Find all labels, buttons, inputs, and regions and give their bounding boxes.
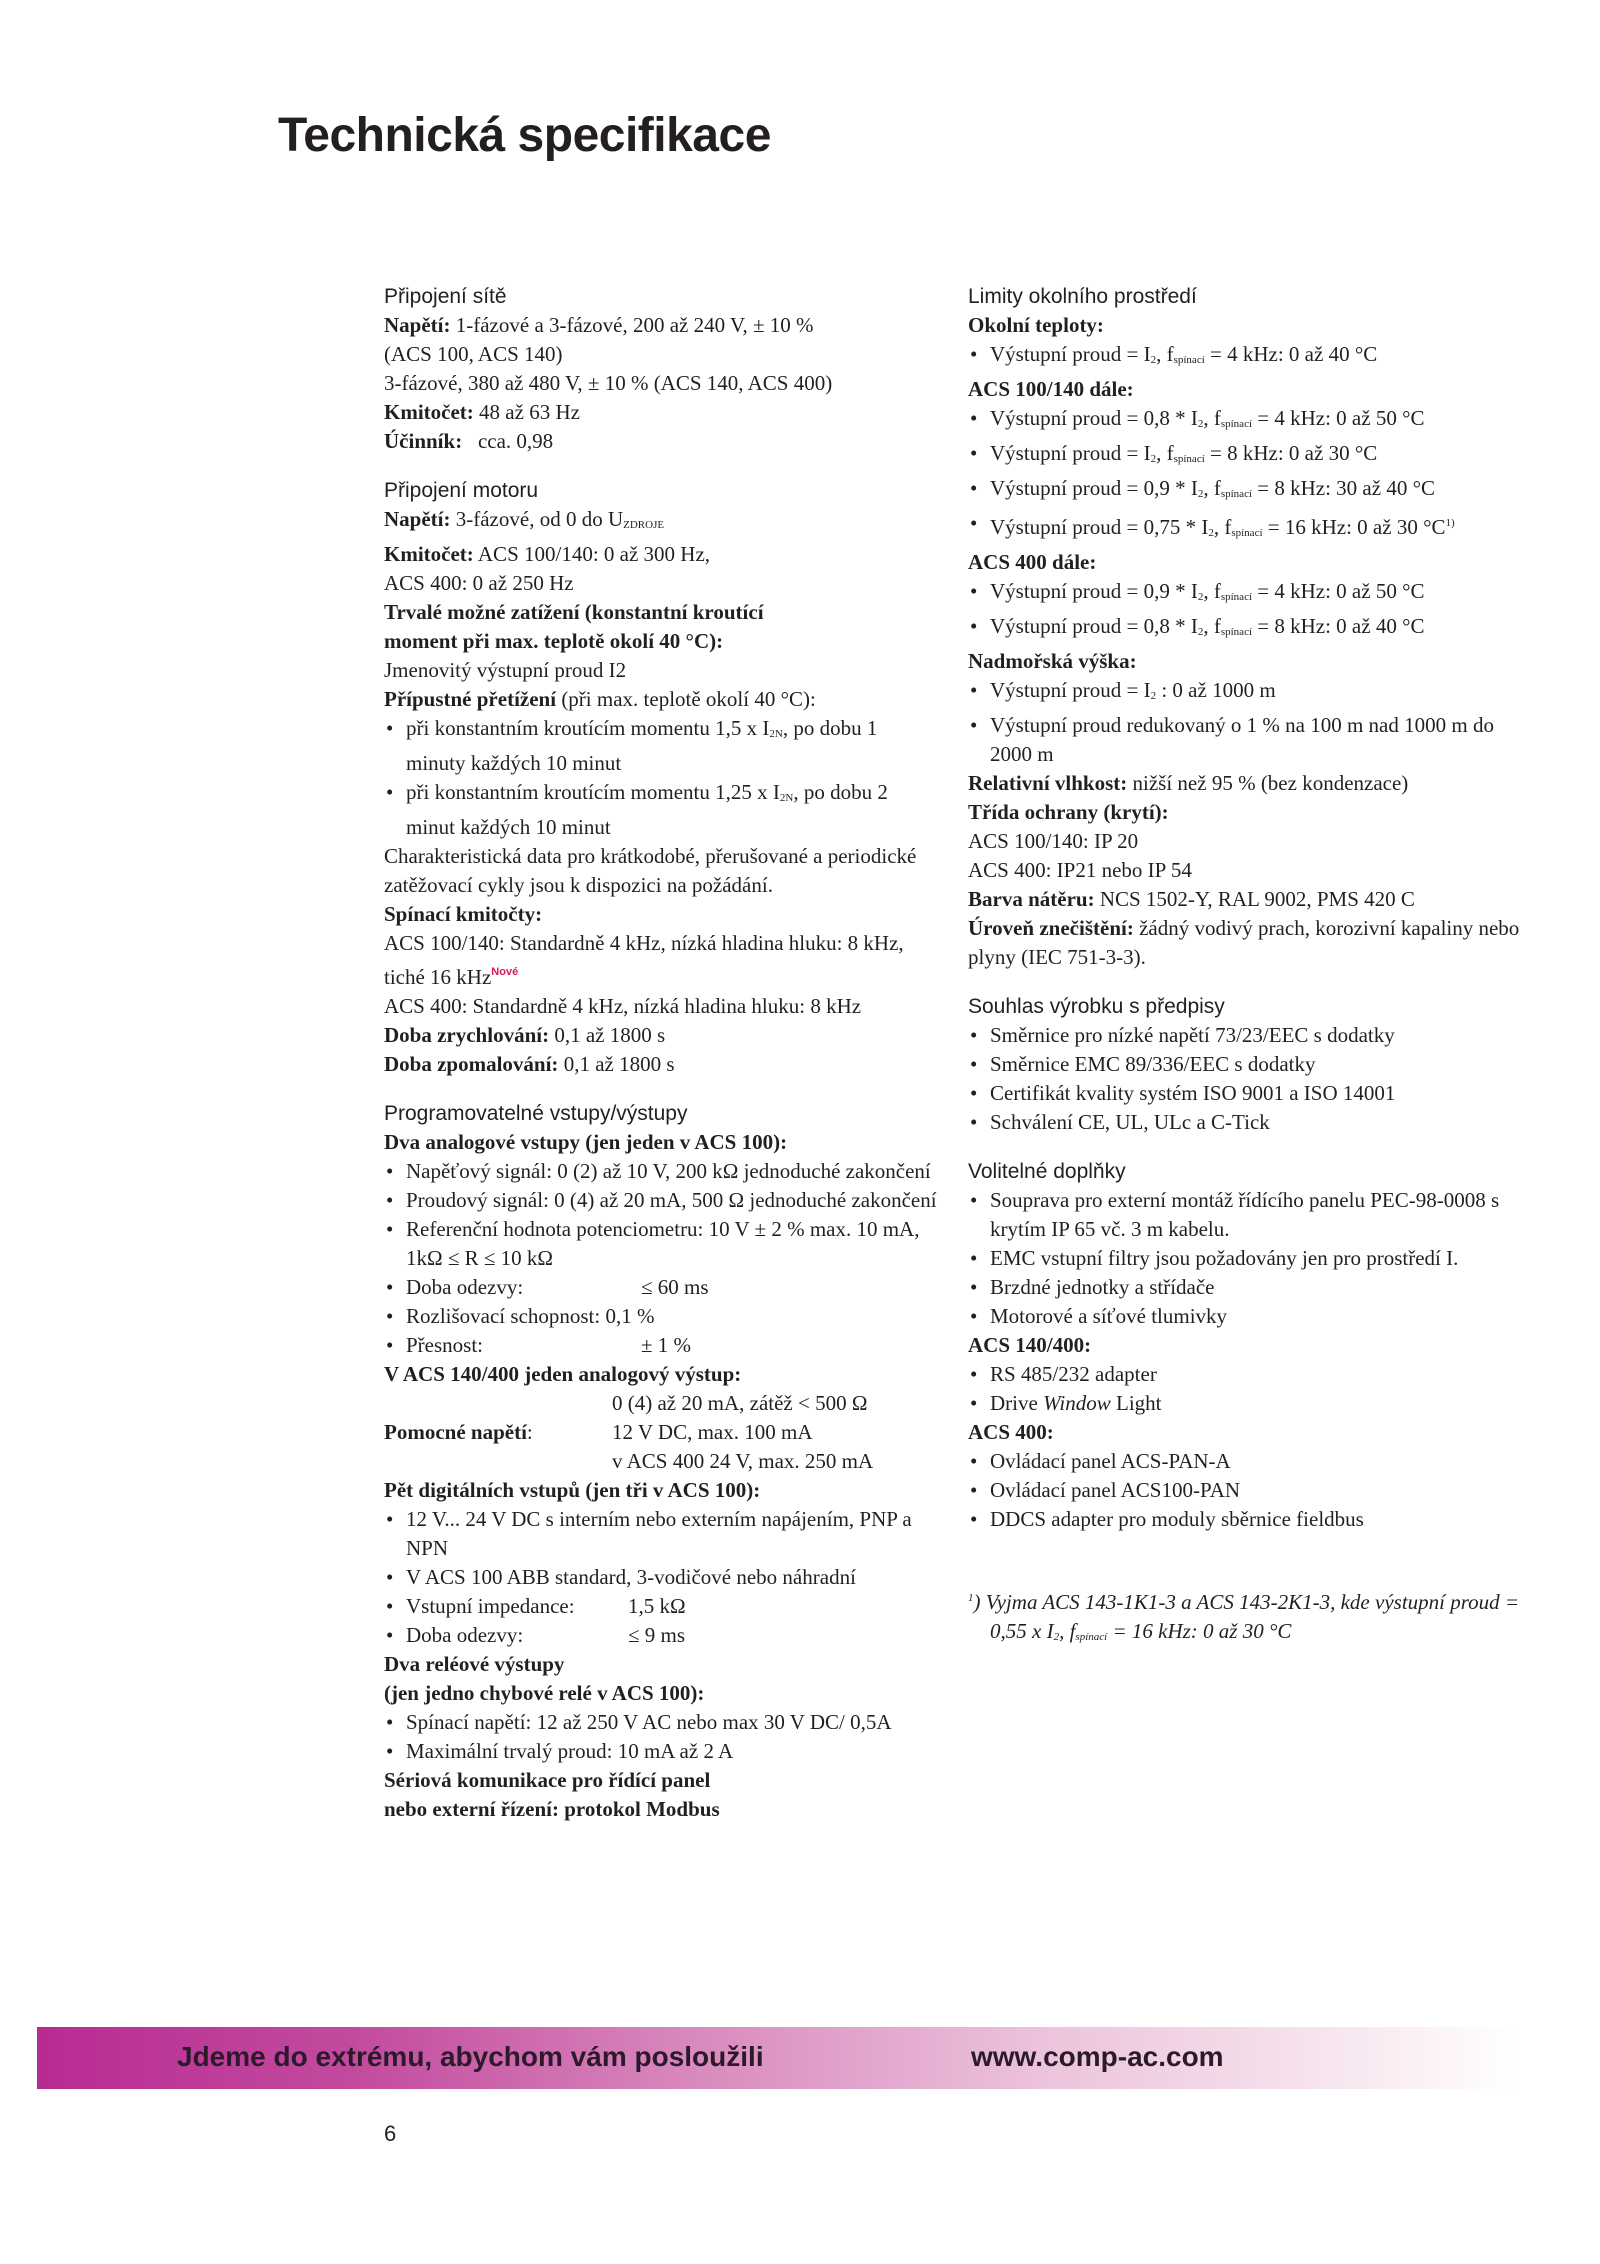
- env-acs100-list: [968, 404, 1528, 548]
- banner-url[interactable]: www.comp-ac.com: [971, 2041, 1224, 2072]
- io-pomocne-line2: v ACS 400 24 V, max. 250 mA: [612, 1449, 874, 1473]
- io-analog-label: Dva analogové vstupy (jen jeden v ACS 100):: [384, 1130, 788, 1154]
- env-vlhkost: Relativní vlhkost: nižší než 95 % (bez kondenzace): [968, 771, 1409, 795]
- site-napeti-line2: (ACS 100, ACS 140): [384, 342, 563, 366]
- io-digital-label: Pět digitálních vstupů (jen tři v ACS 100):: [384, 1478, 761, 1502]
- section-heading-env: Limity okolního prostředí: [968, 285, 1197, 308]
- list-item: • Výstupní proud = $0,75 * I_2$, $f_{spínací} = 16$ kHz: 0 až 30 $^\circ C^{1)}$: [968, 509, 1528, 548]
- list-item: • Maximální trvalý proud: 10 mA až 2 A: [384, 1737, 939, 1766]
- section-heading-io: Programovatelné vstupy/výstupy: [384, 1102, 688, 1125]
- footer-banner: [37, 2027, 1517, 2089]
- env-acs100-label: ACS 100/140 dále:: [968, 377, 1134, 401]
- new-badge: Nové: [491, 966, 519, 978]
- env-acs400-label: ACS 400 dále:: [968, 550, 1097, 574]
- motor-spinaci-line1: ACS 100/140: Standardně 4 kHz, nízká hladina hluku: 8 kHz, tiché 16 kHz$^{Nové}$: [384, 931, 904, 989]
- list-item: • Ovládací panel ACS-PAN-A: [968, 1447, 1528, 1476]
- section-heading-motor: Připojení motoru: [384, 479, 539, 502]
- list-item: • Výstupní proud = $0,8 * I_2$, $f_{spínací} = 8$ kHz: 0 až 40 °C: [968, 612, 1528, 647]
- list-item: • Výstupní proud = $I_2$, $f_{spínací} = 8$ kHz: 0 až 30 °C: [968, 439, 1528, 474]
- list-item: • Přesnost: ± 1 %: [384, 1331, 939, 1360]
- section-heading-souhlas: Souhlas výrobku s předpisy: [968, 995, 1225, 1018]
- list-item: • RS 485/232 adapter: [968, 1360, 1528, 1389]
- list-item: • Výstupní proud = $I_2$ : 0 až 1000 m: [968, 676, 1528, 711]
- left-column: [384, 282, 939, 1824]
- list-item: • při konstantním kroutícím momentu 1,25 x $I_{2N}$, po dobu 2 minut každých 10 minut: [384, 778, 939, 842]
- motor-kmitocet: Kmitočet: ACS 100/140: 0 až 300 Hz,: [384, 542, 711, 566]
- page-title: Technická specifikace: [278, 109, 771, 162]
- list-item: • Výstupní proud = $0,8 * I_2$, $f_{spínací} = 4$ kHz: 0 až 50 °C: [968, 404, 1528, 439]
- list-item: • V ACS 100 ABB standard, 3-vodičové nebo náhradní: [384, 1563, 939, 1592]
- banner-slogan: Jdeme do extrému, abychom vám posloužili: [177, 2041, 764, 2072]
- motor-trvale-value: Jmenovitý výstupní proud I2: [384, 658, 627, 682]
- motor-pretizeni: Přípustné přetížení (při max. teplotě okolí 40 °C):: [384, 687, 816, 711]
- motor-pretizeni-list: [384, 714, 939, 842]
- list-item: • Brzdné jednotky a střídače: [968, 1273, 1528, 1302]
- env-acs400-list: [968, 577, 1528, 647]
- footnote: $^1$) Vyjma ACS 143-1K1-3 a ACS 143-2K1-3, kde výstupní proud = 0,55 x $I_2$, $f_{spínací} = 16$ kHz: 0 až 30 °C: [968, 1590, 1520, 1643]
- env-okolni-list: [968, 340, 1528, 375]
- io-rele-label-1: Dva reléové výstupy: [384, 1652, 565, 1676]
- doplnky-acs140-list: [968, 1360, 1528, 1418]
- list-item: • Výstupní proud = $0,9 * I_2$, $f_{spínací} = 4$ kHz: 0 až 50 °C: [968, 577, 1528, 612]
- page-number: 6: [384, 2121, 397, 2146]
- env-trida-line2: ACS 400: IP21 nebo IP 54: [968, 858, 1192, 882]
- list-item: • Motorové a síťové tlumivky: [968, 1302, 1528, 1331]
- site-napeti-line3: 3-fázové, 380 až 480 V, ± 10 % (ACS 140, ACS 400): [384, 371, 833, 395]
- env-trida-line1: ACS 100/140: IP 20: [968, 829, 1139, 853]
- io-serial-line2: nebo externí řízení: protokol Modbus: [384, 1797, 720, 1821]
- list-item: • EMC vstupní filtry jsou požadovány jen pro prostředí I.: [968, 1244, 1528, 1273]
- io-rele-list: [384, 1708, 939, 1766]
- env-trida-label: Třída ochrany (krytí):: [968, 800, 1169, 824]
- list-item: • Souprava pro externí montáž řídícího panelu PEC-98-0008 s krytím IP 65 vč. 3 m kabelu.: [968, 1186, 1528, 1244]
- list-item: • Drive Window Light: [968, 1389, 1528, 1418]
- list-item: • Certifikát kvality systém ISO 9001 a ISO 14001: [968, 1079, 1528, 1108]
- list-item: • Spínací napětí: 12 až 250 V AC nebo max 30 V DC/ 0,5A: [384, 1708, 939, 1737]
- io-pomocne: Pomocné napětí: 12 V DC, max. 100 mA: [384, 1420, 813, 1444]
- io-aout-label: V ACS 140/400 jeden analogový výstup:: [384, 1362, 742, 1386]
- motor-spinaci-line2: ACS 400: Standardně 4 kHz, nízká hladina hluku: 8 kHz: [384, 994, 862, 1018]
- list-item: • Výstupní proud redukovaný o 1 % na 100 m nad 1000 m do 2000 m: [968, 711, 1528, 769]
- list-item: • Výstupní proud = $0,9 * I_2$, $f_{spínací} = 8$ kHz: 30 až 40 °C: [968, 474, 1528, 509]
- io-digital-list: [384, 1505, 939, 1650]
- io-rele-label-2: (jen jedno chybové relé v ACS 100):: [384, 1681, 705, 1705]
- list-item: • Výstupní proud = $I_2$, $f_{spínací} = 4$ kHz: 0 až 40 °C: [968, 340, 1528, 375]
- io-analog-list: [384, 1157, 939, 1360]
- env-uroven: Úroveň znečištění: žádný vodivý prach, korozivní kapaliny nebo plyny (IEC 751-3-3).: [968, 916, 1520, 969]
- env-barva: Barva nátěru: NCS 1502-Y, RAL 9002, PMS 420 C: [968, 887, 1415, 911]
- env-nadmorska-list: [968, 676, 1528, 769]
- list-item: • Proudový signál: 0 (4) až 20 mA, 500 Ω jednoduché zakončení: [384, 1186, 939, 1215]
- list-item: • DDCS adapter pro moduly sběrnice fieldbus: [968, 1505, 1528, 1534]
- souhlas-list: [968, 1021, 1528, 1137]
- site-kmitocet: Kmitočet: 48 až 63 Hz: [384, 400, 580, 424]
- doplnky-acs400-list: [968, 1447, 1528, 1534]
- doplnky-acs400-label: ACS 400:: [968, 1420, 1054, 1444]
- motor-trvale-label-2: moment při max. teplotě okolí 40 °C):: [384, 629, 724, 653]
- env-nadmorska-label: Nadmořská výška:: [968, 649, 1137, 673]
- list-item: • 12 V... 24 V DC s interním nebo externím napájením, PNP a NPN: [384, 1505, 939, 1563]
- list-item: • Směrnice pro nízké napětí 73/23/EEC s dodatky: [968, 1021, 1528, 1050]
- list-item: • Ovládací panel ACS100-PAN: [968, 1476, 1528, 1505]
- section-heading-site: Připojení sítě: [384, 285, 507, 308]
- list-item: • Napěťový signál: 0 (2) až 10 V, 200 kΩ jednoduché zakončení: [384, 1157, 939, 1186]
- motor-zpomalovani: Doba zpomalování: 0,1 až 1800 s: [384, 1052, 675, 1076]
- list-item: • Doba odezvy: ≤ 60 ms: [384, 1273, 939, 1302]
- io-aout-value: 0 (4) až 20 mA, zátěž < 500 Ω: [612, 1391, 868, 1415]
- list-item: • Doba odezvy: ≤ 9 ms: [384, 1621, 939, 1650]
- section-heading-doplnky: Volitelné doplňky: [968, 1160, 1126, 1183]
- list-item: • Vstupní impedance: 1,5 kΩ: [384, 1592, 939, 1621]
- site-ucinnik: Účinník: cca. 0,98: [384, 429, 554, 453]
- motor-trvale-label-1: Trvalé možné zatížení (konstantní kroutící: [384, 600, 764, 624]
- io-serial-line1: Sériová komunikace pro řídící panel: [384, 1768, 711, 1792]
- list-item: • Směrnice EMC 89/336/EEC s dodatky: [968, 1050, 1528, 1079]
- motor-zrychlovani: Doba zrychlování: 0,1 až 1800 s: [384, 1023, 666, 1047]
- doplnky-acs140-label: ACS 140/400:: [968, 1333, 1092, 1357]
- motor-spinaci-label: Spínací kmitočty:: [384, 902, 543, 926]
- site-napeti: Napětí: 1-fázové a 3-fázové, 200 až 240 V, ± 10 %: [384, 313, 814, 337]
- motor-kmitocet-line2: ACS 400: 0 až 250 Hz: [384, 571, 574, 595]
- right-column: [968, 282, 1528, 1652]
- list-item: • při konstantním kroutícím momentu 1,5 x $I_{2N}$, po dobu 1 minuty každých 10 minut: [384, 714, 939, 778]
- list-item: • Rozlišovací schopnost: 0,1 %: [384, 1302, 939, 1331]
- motor-char-data: Charakteristická data pro krátkodobé, přerušované a periodické zatěžovací cykly jsou k dispozici na požádání.: [384, 844, 917, 897]
- env-okolni-label: Okolní teploty:: [968, 313, 1104, 337]
- motor-napeti: Napětí: 3-fázové, od 0 do $U_{ZDROJE}$: [384, 507, 665, 531]
- list-item: • Referenční hodnota potenciometru: 10 V ± 2 % max. 10 mA, 1kΩ ≤ R ≤ 10 kΩ: [384, 1215, 939, 1273]
- list-item: • Schválení CE, UL, ULc a C-Tick: [968, 1108, 1528, 1137]
- doplnky-list: [968, 1186, 1528, 1331]
